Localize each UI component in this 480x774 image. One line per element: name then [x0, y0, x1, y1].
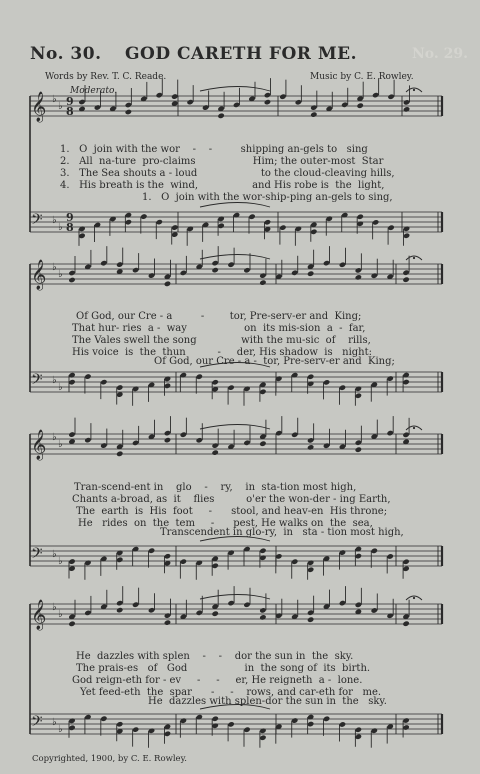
flat-sign: ♭: [58, 724, 63, 735]
verse-4-line: 4. His breath is the wind, and His robe is the light,: [60, 180, 385, 191]
bass-clef: 𝄢: [31, 545, 43, 566]
note-head: [164, 437, 171, 443]
verse-3-line: 3. The Sea shouts a - loud to the cloud-cleaving hills,: [60, 168, 395, 179]
time-signature-bottom: 8: [66, 221, 74, 234]
flat-sign: ♭: [58, 609, 63, 620]
flat-sign: ♭: [52, 94, 57, 105]
verse-2-line: That hur- ries a - way on its mis-sion a - far,: [72, 323, 366, 334]
verse-2-line: 2. All na-ture pro-claims Him; the outer-most Star: [60, 156, 384, 167]
flat-sign: ♭: [52, 432, 57, 443]
fermata-dot: [413, 427, 415, 429]
flat-sign: ♭: [52, 602, 57, 613]
note-head: [125, 109, 132, 115]
verse-3-line: The earth is His foot - stool, and heav-en His throne;: [76, 506, 388, 517]
flat-sign: ♭: [58, 439, 63, 450]
bass-lyric-line: He dazzles with splen-dor the sun in the sky.: [148, 696, 387, 707]
verse-4-line: Yet feed-eth the spar - - rows, and car-eth for me.: [80, 687, 382, 698]
flat-sign: ♭: [52, 262, 57, 273]
verse-3-line: God reign-eth for - ev - - er, He reigneth a - lone.: [72, 675, 363, 686]
note-head: [307, 444, 314, 450]
note-head: [259, 440, 266, 446]
note-head: [116, 607, 123, 613]
note-head: [307, 616, 314, 622]
tie-arc: [200, 87, 270, 92]
note-head: [402, 276, 409, 282]
note-head: [259, 614, 266, 620]
note-head: [259, 279, 266, 285]
music-credit: Music by C. E. Rowley.: [310, 72, 414, 82]
fermata-dot: [413, 89, 415, 91]
note-head: [211, 449, 218, 455]
note-head: [355, 446, 362, 452]
treble-clef: 𝄞: [31, 430, 47, 460]
flat-sign: ♭: [52, 215, 57, 226]
note-head: [164, 281, 171, 287]
time-signature-bottom: 8: [66, 105, 74, 118]
tie-arc: [200, 425, 270, 430]
note-head: [356, 102, 363, 108]
fermata-dot: [413, 257, 415, 259]
note-head: [355, 274, 362, 280]
treble-clef: 𝄞: [31, 260, 47, 290]
verse-1-line: He dazzles with splen - - dor the sun in the sky.: [76, 651, 354, 662]
bass-clef: 𝄢: [31, 371, 43, 392]
verse-4-line: He rides on the tem - pest, He walks on the sea,: [78, 518, 373, 529]
verse-1-line: Tran-scend-ent in glo - ry, in sta-tion most high,: [74, 482, 357, 493]
bass-lyric-line: 1. O join with the wor-ship-ping an-gels to sing,: [142, 192, 393, 203]
treble-clef: 𝄞: [31, 600, 47, 630]
verse-1-line: Of God, our Cre - a - tor, Pre-serv-er and King;: [76, 311, 362, 322]
note-head: [68, 621, 75, 627]
hymn-number: No. 30.: [30, 44, 102, 64]
bleed-through-number: No. 29.: [412, 46, 468, 62]
flat-sign: ♭: [58, 222, 63, 233]
bass-lyric-line: Transcendent in glo-ry, in sta - tion most high,: [160, 527, 404, 538]
note-head: [68, 277, 75, 283]
verse-2-line: The prais-es of God in the song of its birth.: [76, 663, 371, 674]
tie-arc: [200, 595, 270, 600]
copyright-notice: Copyrighted, 1900, by C. E. Rowley.: [32, 754, 187, 764]
note-head: [310, 111, 317, 117]
note-head: [307, 270, 314, 276]
verse-4-line: His voice is the thun - der, His shadow is night:: [72, 347, 372, 358]
note-head: [402, 620, 409, 626]
note-head: [211, 610, 218, 616]
note-head: [116, 451, 123, 457]
flat-sign: ♭: [52, 717, 57, 728]
note-head: [264, 99, 271, 105]
flat-sign: ♭: [52, 375, 57, 386]
verse-3-line: The Vales swell the song with the mu-sic of rills,: [72, 335, 371, 346]
note-head: [217, 113, 224, 119]
time-signature-top: 9: [66, 95, 74, 108]
note-head: [211, 267, 218, 273]
fermata-dot: [413, 597, 415, 599]
flat-sign: ♭: [58, 382, 63, 393]
verse-1-line: 1. O join with the wor - - shipping an-gels to sing: [60, 144, 368, 155]
bass-clef: 𝄢: [31, 211, 43, 232]
note-head: [403, 106, 410, 112]
bass-lyric-line: Of God, our Cre - a - tor, Pre-serv-er and King;: [154, 356, 395, 367]
time-signature-top: 9: [66, 211, 74, 224]
flat-sign: ♭: [58, 101, 63, 112]
bass-clef: 𝄢: [31, 713, 43, 734]
flat-sign: ♭: [58, 556, 63, 567]
words-credit: Words by Rev. T. C. Reade.: [45, 72, 167, 82]
hymn-title: GOD CARETH FOR ME.: [125, 44, 358, 64]
flat-sign: ♭: [52, 549, 57, 560]
flat-sign: ♭: [58, 269, 63, 280]
note-head: [164, 619, 171, 625]
treble-clef: 𝄞: [31, 92, 47, 122]
verse-2-line: Chants a-broad, as it flies o'er the won-der - ing Earth,: [72, 494, 391, 505]
tempo-marking: Moderato.: [70, 86, 118, 96]
tie-arc: [200, 255, 270, 260]
